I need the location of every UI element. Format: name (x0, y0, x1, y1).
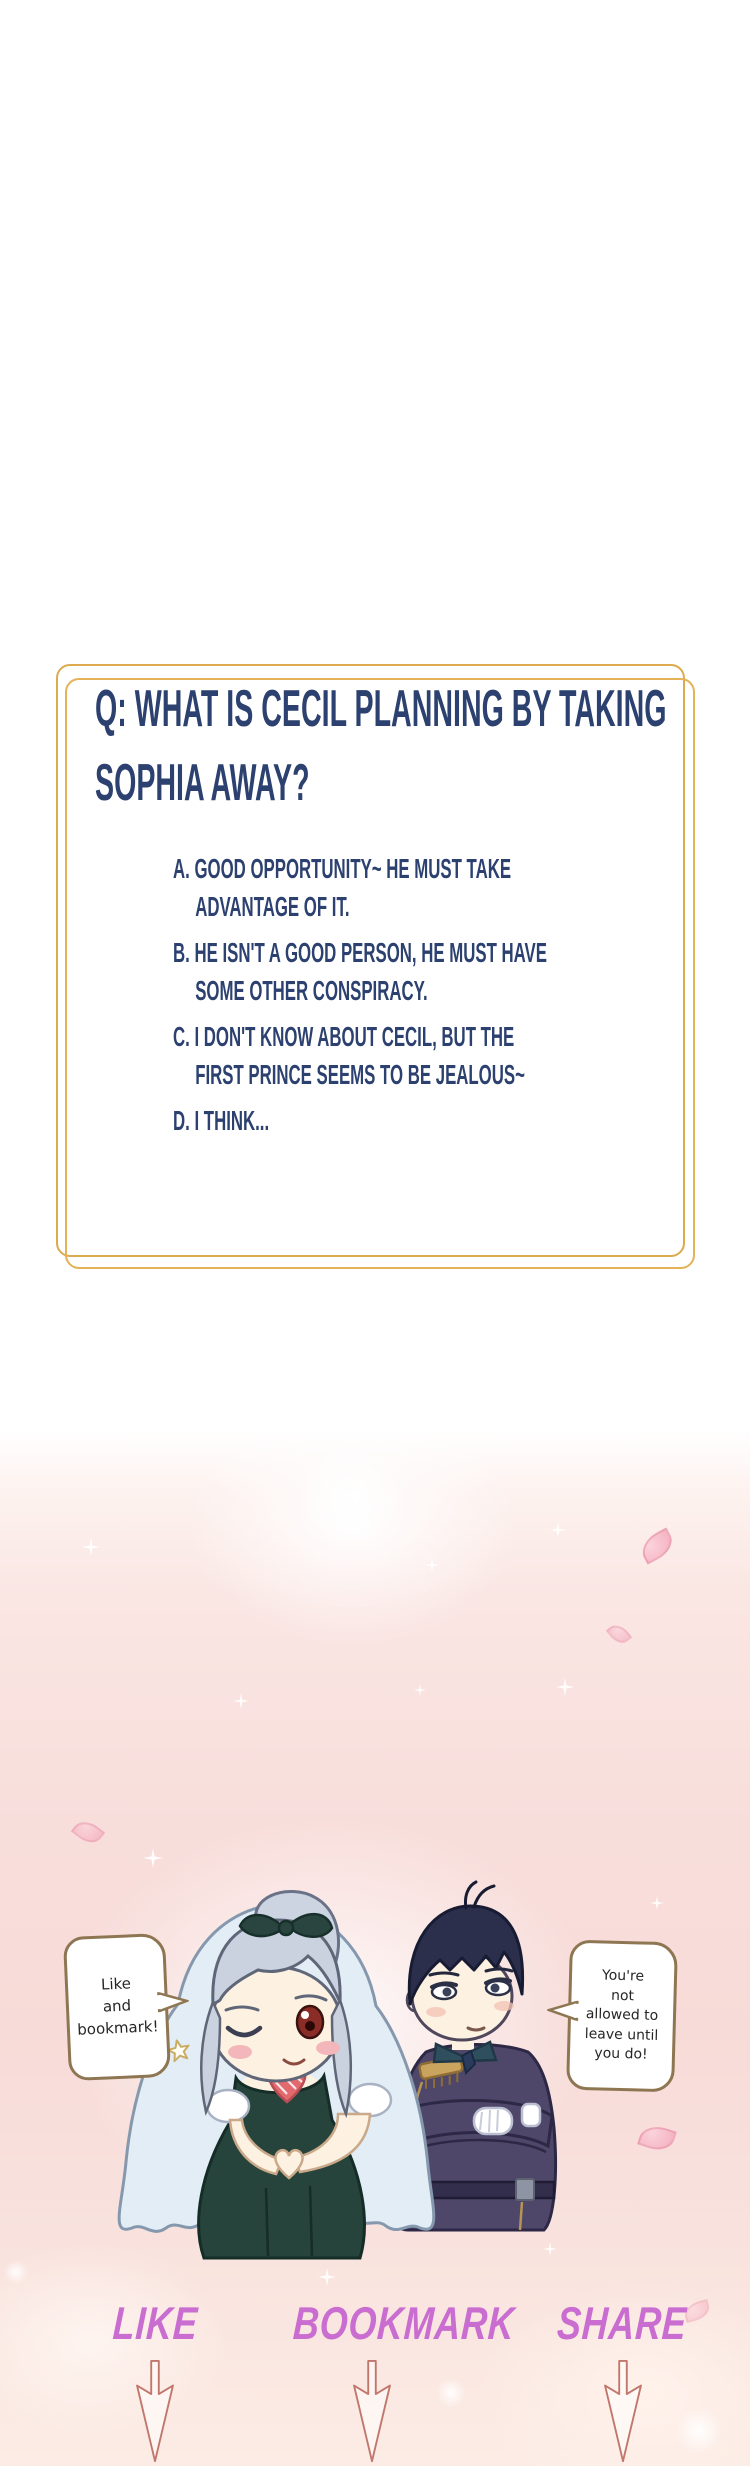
sparkle-icon (82, 1538, 100, 1556)
cta-like (80, 2296, 230, 2464)
girl-character (119, 1891, 434, 2258)
bubble-left-line: bookmark! (76, 2017, 159, 2039)
option-c-line-1: C. I DON'T KNOW ABOUT CECIL, BUT THE (173, 1021, 515, 1052)
speech-bubble-right (566, 1940, 678, 2093)
cta-share-label: SHARE (556, 2297, 689, 2349)
option-c-line-2: FIRST PRINCE SEEMS TO BE JEALOUS~ (195, 1059, 525, 1090)
cta-bookmark (262, 2296, 517, 2464)
question-line-2: SOPHIA AWAY? (95, 754, 310, 812)
bokeh-glow (290, 1450, 410, 1540)
speech-bubble-left (63, 1933, 171, 2081)
petal-icon (636, 1527, 677, 1564)
petal-icon (71, 1816, 105, 1849)
sparkle-icon (233, 1693, 249, 1709)
option-a-line-2: ADVANTAGE OF IT. (195, 891, 350, 922)
bubble-right-line: You're (601, 1967, 645, 1985)
bubble-right-line: leave until (584, 2025, 659, 2044)
sparkle-icon (650, 1896, 664, 1910)
bubble-right-line: allowed to (585, 2006, 659, 2025)
option-d-line-1: D. I THINK... (173, 1105, 270, 1136)
option-b-line-1: B. HE ISN'T A GOOD PERSON, HE MUST HAVE (173, 937, 547, 968)
sparkle-icon (425, 1558, 439, 1572)
cta-bookmark-label: BOOKMARK (291, 2297, 517, 2349)
question-line-1: Q: WHAT IS CECIL PLANNING BY TAKING (95, 680, 667, 738)
quiz-question (95, 672, 666, 820)
cta-like-label: LIKE (111, 2297, 199, 2349)
option-a-line-1: A. GOOD OPPORTUNITY~ HE MUST TAKE (173, 853, 512, 884)
petal-icon (637, 2121, 677, 2154)
sparkle-icon (550, 1522, 566, 1538)
bubble-tail (156, 1991, 189, 2012)
sparkle-icon (318, 2268, 336, 2286)
bubble-left-line: Like (100, 1974, 132, 1995)
arrow-down-icon (602, 2360, 644, 2464)
quiz-option-b (173, 934, 629, 1010)
bubble-left-line: and (102, 1996, 132, 2016)
petal-icon (606, 1620, 632, 1647)
bokeh-glow (4, 2260, 28, 2284)
arrow-down-icon (351, 2360, 393, 2464)
bubble-right-line: you do! (594, 2045, 648, 2064)
illustration-section (0, 1430, 750, 2466)
cta-share (530, 2296, 715, 2464)
quiz-option-d (173, 1102, 629, 1140)
option-b-line-2: SOME OTHER CONSPIRACY. (195, 975, 428, 1006)
quiz-option-a (173, 850, 629, 926)
bubble-tail (547, 2000, 580, 2021)
sparkle-icon (414, 1684, 426, 1696)
bubble-right-line: not (610, 1987, 635, 2004)
sparkle-icon (556, 1678, 574, 1696)
quiz-options (173, 850, 629, 1148)
sparkle-icon (143, 1848, 163, 1868)
arrow-down-icon (134, 2360, 176, 2464)
quiz-option-c (173, 1018, 629, 1094)
